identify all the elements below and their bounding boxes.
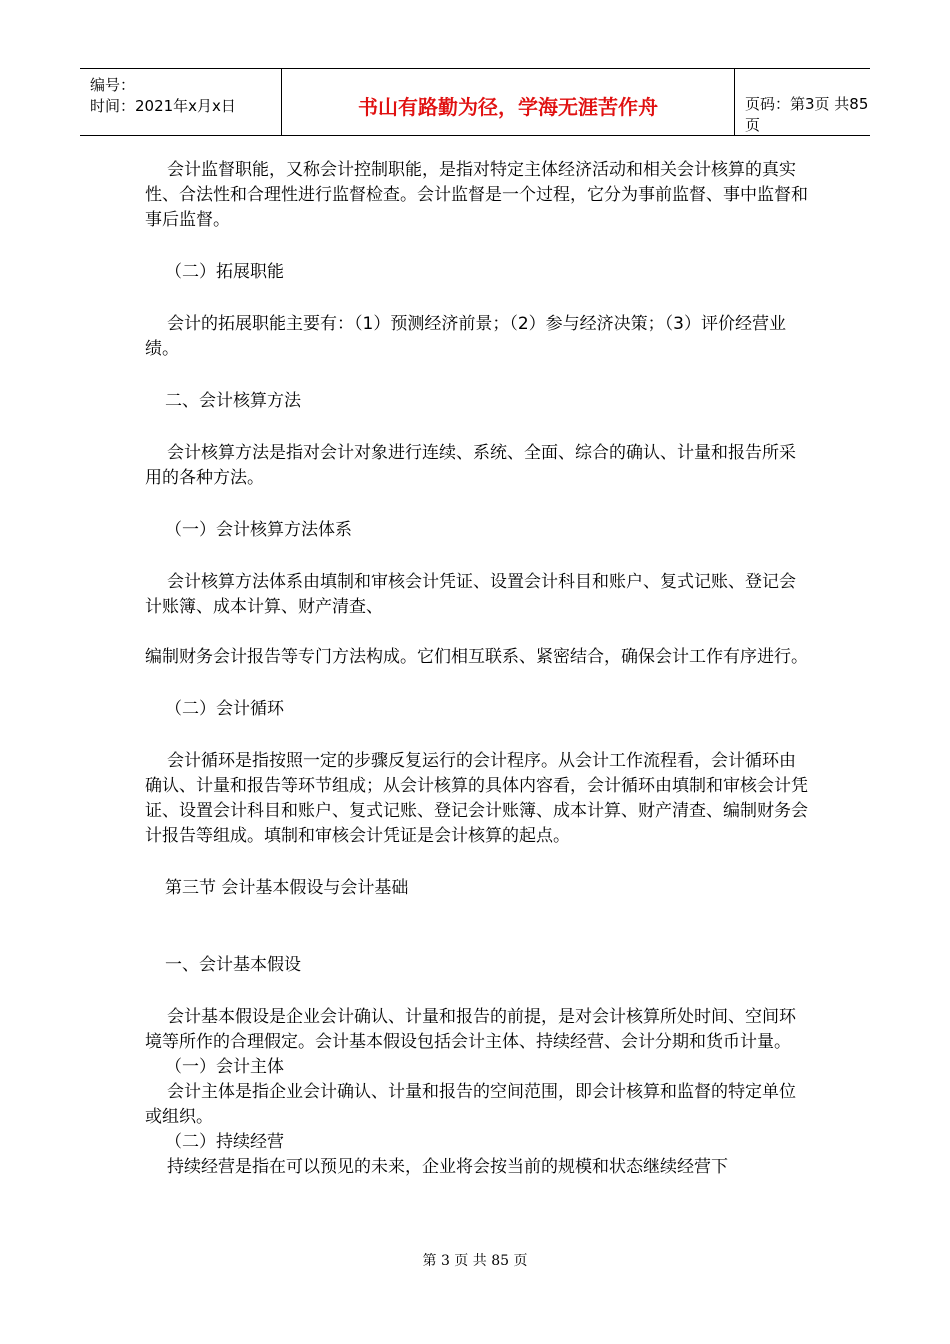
document-body — [145, 158, 810, 1180]
footer-page-label: 第 3 页 共 85 页 — [422, 1253, 528, 1269]
paragraph: 会计主体是指企业会计确认、计量和报告的空间范围，即会计核算和监督的特定单位或组织。 — [145, 1082, 796, 1127]
header-motto-cell — [282, 69, 735, 135]
paragraph: 会计的拓展职能主要有：（1）预测经济前景；（2）参与经济决策；（3）评价经营业绩。 — [145, 314, 786, 359]
paragraph: 持续经营是指在可以预见的未来，企业将会按当前的规模和状态继续经营下 — [167, 1157, 728, 1177]
header-left-cell — [80, 69, 282, 135]
paragraph: 会计核算方法是指对会计对象进行连续、系统、全面、综合的确认、计量和报告所采用的各种方法。 — [145, 443, 796, 488]
section-heading: （二）持续经营 — [165, 1132, 284, 1152]
paragraph: 会计核算方法体系由填制和审核会计凭证、设置会计科目和账户、复式记账、登记会计账簿、成本计算、财产清查、 — [145, 572, 796, 617]
motto-text: 书山有路勤为径，学海无涯苦作舟 — [358, 94, 658, 119]
paragraph: 会计基本假设是企业会计确认、计量和报告的前提，是对会计核算所处时间、空间环境等所作的合理假定。会计基本假设包括会计主体、持续经营、会计分期和货币计量。 — [145, 1007, 796, 1052]
section-heading: （一）会计主体 — [165, 1057, 284, 1077]
section-heading: 二、会计核算方法 — [165, 391, 301, 411]
section-heading: （一）会计核算方法体系 — [165, 520, 352, 540]
section-title: 第三节 会计基本假设与会计基础 — [165, 878, 409, 898]
page-header — [80, 68, 870, 136]
paragraph: 会计监督职能，又称会计控制职能，是指对特定主体经济活动和相关会计核算的真实性、合法性和合理性进行监督检查。会计监督是一个过程，它分为事前监督、事中监督和事后监督。 — [145, 160, 808, 230]
section-heading: 一、会计基本假设 — [165, 955, 301, 975]
section-heading: （二）拓展职能 — [165, 262, 284, 282]
serial-label: 编号： — [90, 76, 136, 94]
page-info: 页码：第3页 共85页 — [745, 95, 869, 134]
time-label: 时间：2021年x月x日 — [90, 97, 236, 115]
paragraph: 编制财务会计报告等专门方法构成。它们相互联系、紧密结合，确保会计工作有序进行。 — [145, 647, 808, 667]
section-heading: （二）会计循环 — [165, 699, 284, 719]
header-right-cell — [735, 69, 870, 135]
page-footer — [0, 1250, 950, 1270]
paragraph: 会计循环是指按照一定的步骤反复运行的会计程序。从会计工作流程看，会计循环由确认、计量和报告等环节组成；从会计核算的具体内容看，会计循环由填制和审核会计凭证、设置会计科目和账户、复式记账、登记会计账簿、成本计算、财产清查、编制财务会计报告等组成。填制和审核会计凭证是会计核算的起点。 — [145, 751, 808, 846]
